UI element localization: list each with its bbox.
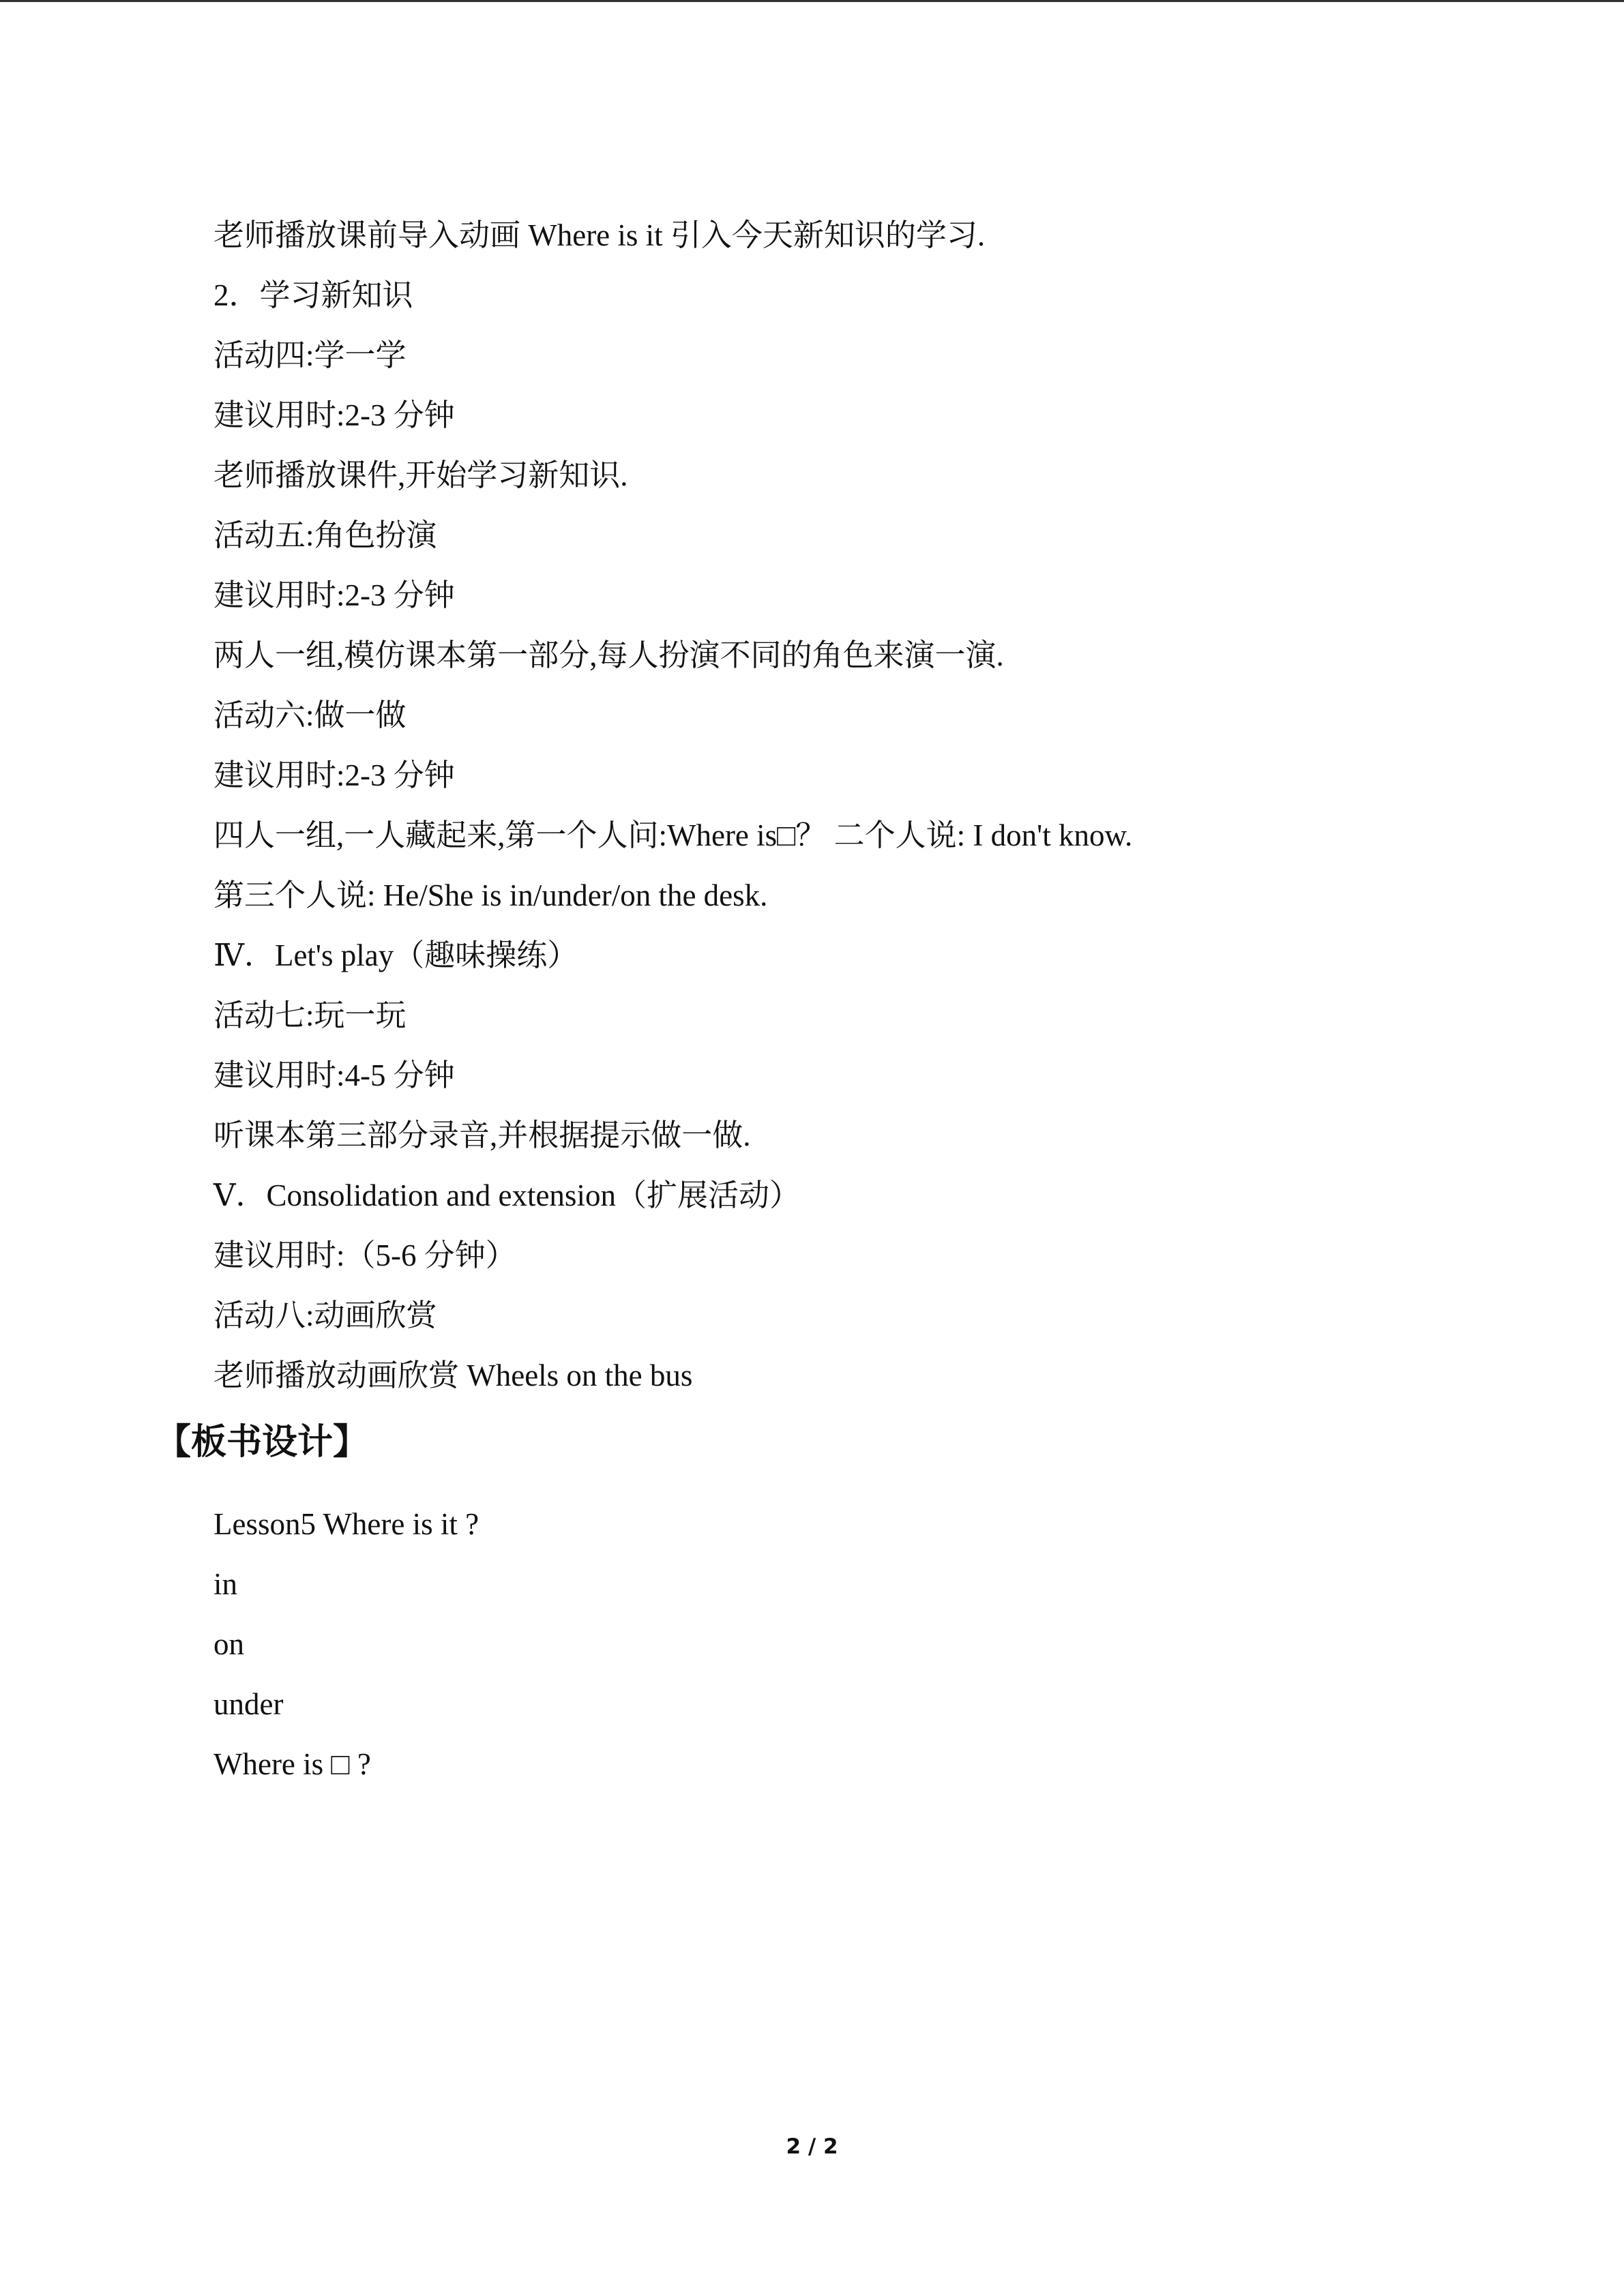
board-line: Lesson5 Where is it ? xyxy=(213,1507,479,1541)
text-line: 活动四:学一学 xyxy=(213,338,407,372)
section-heading: 【板书设计】 xyxy=(156,1422,369,1463)
text-line: 2．学习新知识 xyxy=(213,278,413,312)
text-line: 活动六:做一做 xyxy=(213,698,407,732)
text-line: Ⅳ．Let's play（趣味操练） xyxy=(213,938,578,972)
text-line: 活动五:角色扮演 xyxy=(213,518,437,552)
text-line: 活动七:玩一玩 xyxy=(213,998,407,1032)
board-line: Where is □ ? xyxy=(213,1747,371,1781)
text-line: 建议用时:2-3 分钟 xyxy=(213,398,455,432)
text-line: 老师播放课件,开始学习新知识. xyxy=(213,458,628,492)
text-line: 两人一组,模仿课本第一部分,每人扮演不同的角色来演一演. xyxy=(213,638,1004,672)
text-line: 建议用时:（5-6 分钟） xyxy=(213,1238,516,1272)
board-line: under xyxy=(213,1687,284,1721)
text-line: 老师播放课前导入动画 Where is it 引入今天新知识的学习. xyxy=(213,218,986,252)
text-line: 活动八:动画欣赏 xyxy=(213,1298,437,1332)
text-line: 建议用时:2-3 分钟 xyxy=(213,758,455,792)
text-line: 建议用时:4-5 分钟 xyxy=(213,1058,455,1092)
board-line: in xyxy=(213,1567,238,1601)
text-line: 建议用时:2-3 分钟 xyxy=(213,578,455,612)
text-line: 第三个人说: He/She is in/under/on the desk. xyxy=(213,878,768,912)
text-line: 老师播放动画欣赏 Wheels on the bus xyxy=(213,1358,693,1392)
text-line: Ⅴ．Consolidation and extension（扩展活动） xyxy=(213,1178,800,1212)
text-line: 四人一组,一人藏起来,第一个人问:Where is□？ 二个人说: I don't know. xyxy=(213,818,1133,852)
text-line: 听课本第三部分录音,并根据提示做一做. xyxy=(213,1118,751,1152)
page-number: 2 / 2 xyxy=(786,2134,838,2159)
board-line: on xyxy=(213,1627,244,1661)
